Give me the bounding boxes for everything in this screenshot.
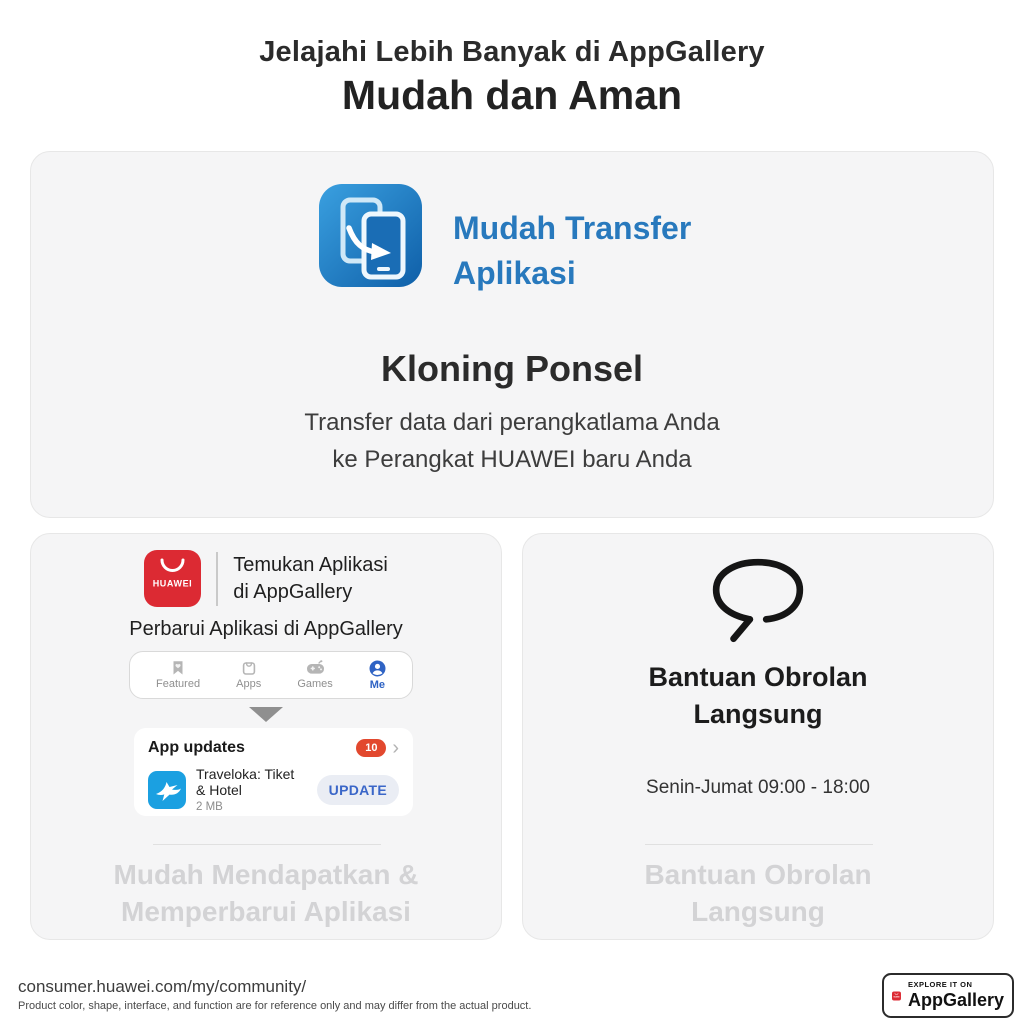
- live-chat-card: [522, 533, 994, 940]
- update-count-badge: 10: [356, 739, 386, 757]
- chat-title: [523, 659, 993, 733]
- me-avatar-icon: [369, 660, 386, 677]
- update-card-caption: [31, 856, 501, 930]
- explore-appgallery-badge[interactable]: [882, 973, 1014, 1018]
- chat-card-caption: [523, 856, 993, 930]
- phone-clone-heading-line2: Aplikasi: [453, 255, 576, 291]
- badge-text-col: [908, 980, 1004, 1011]
- chat-bubble-icon: [709, 556, 807, 648]
- update-card-caption-line1: Mudah Mendapatkan &: [113, 859, 419, 890]
- badge-tagline: EXPLORE IT ON: [907, 980, 973, 989]
- appgallery-logo-icon: [144, 550, 201, 607]
- pointer-triangle: [31, 707, 501, 722]
- chat-title-line1: Bantuan Obrolan: [648, 662, 868, 692]
- badge-store-name: AppGallery: [907, 990, 1004, 1010]
- chat-card-caption-line2: Langsung: [691, 896, 825, 927]
- app-updates-panel: [134, 728, 413, 816]
- chat-title-line2: Langsung: [693, 699, 823, 729]
- app-name: Traveloka: Tiket & Hotel: [196, 766, 295, 798]
- phone-clone-icon: [319, 184, 422, 287]
- chat-hours: Senin-Jumat 09:00 - 18:00: [646, 777, 870, 798]
- footer-disclaimer: Product color, shape, interface, and function are for reference only and may differ from the actual product.: [18, 1000, 532, 1012]
- page-title-line1: Jelajahi Lebih Banyak di AppGallery: [259, 36, 765, 68]
- phone-clone-heading-line1: Mudah Transfer: [453, 210, 692, 246]
- phone-clone-title: Kloning Ponsel: [380, 348, 643, 389]
- tab-featured-label: Featured: [156, 678, 201, 690]
- app-row-traveloka[interactable]: [148, 766, 399, 813]
- huawei-logo-text: HUAWEI: [152, 578, 193, 589]
- chat-card-caption-line1: Bantuan Obrolan: [644, 859, 872, 890]
- phone-clone-subtitle-line1: Transfer data dari perangkatlama Anda: [304, 409, 720, 436]
- app-updates-title: App updates: [148, 739, 245, 756]
- update-button[interactable]: UPDATE: [317, 775, 399, 805]
- caption-divider: [645, 844, 873, 845]
- update-subheader: Perbarui Aplikasi di AppGallery: [129, 618, 403, 640]
- chat-icon-wrap: [523, 556, 993, 648]
- vertical-divider: [216, 552, 218, 606]
- appgallery-header-row: [31, 550, 501, 607]
- app-size: 2 MB: [196, 801, 223, 813]
- triangle-down-icon: [249, 707, 283, 722]
- tab-games-label: Games: [297, 678, 333, 690]
- huawei-logo-text: HUAWEI: [893, 996, 900, 998]
- app-meta: [196, 766, 307, 813]
- appgallery-tabbar: [129, 651, 413, 699]
- chevron-right-icon[interactable]: ›: [392, 737, 399, 759]
- footer-url[interactable]: consumer.huawei.com/my/community/: [18, 977, 307, 996]
- featured-bookmark-icon: [170, 660, 186, 676]
- tab-games[interactable]: [297, 660, 332, 690]
- appgallery-header-line2: di AppGallery: [233, 580, 353, 603]
- games-gamepad-icon: [306, 660, 325, 676]
- appgallery-logo-icon: [892, 982, 901, 1010]
- phone-clone-card: [30, 151, 994, 518]
- tab-me[interactable]: [369, 660, 386, 691]
- tab-featured[interactable]: [156, 660, 200, 690]
- tab-me-label: Me: [369, 678, 386, 691]
- page-title-line2: Mudah dan Aman: [341, 72, 683, 118]
- phone-clone-subtitle-line2: ke Perangkat HUAWEI baru Anda: [332, 446, 692, 473]
- app-updates-card: [30, 533, 502, 940]
- traveloka-bird-icon: [148, 771, 186, 809]
- tab-apps[interactable]: [236, 660, 261, 690]
- update-card-caption-line2: Memperbarui Aplikasi: [121, 896, 411, 927]
- apps-bag-icon: [241, 660, 257, 676]
- appgallery-header-text: [233, 552, 388, 606]
- appgallery-header-line1: Temukan Aplikasi: [233, 553, 388, 576]
- caption-divider: [153, 844, 381, 845]
- tab-apps-label: Apps: [236, 678, 262, 690]
- phone-clone-subtitle: [31, 404, 993, 478]
- app-updates-header: [148, 739, 399, 757]
- phone-clone-heading: [453, 206, 691, 296]
